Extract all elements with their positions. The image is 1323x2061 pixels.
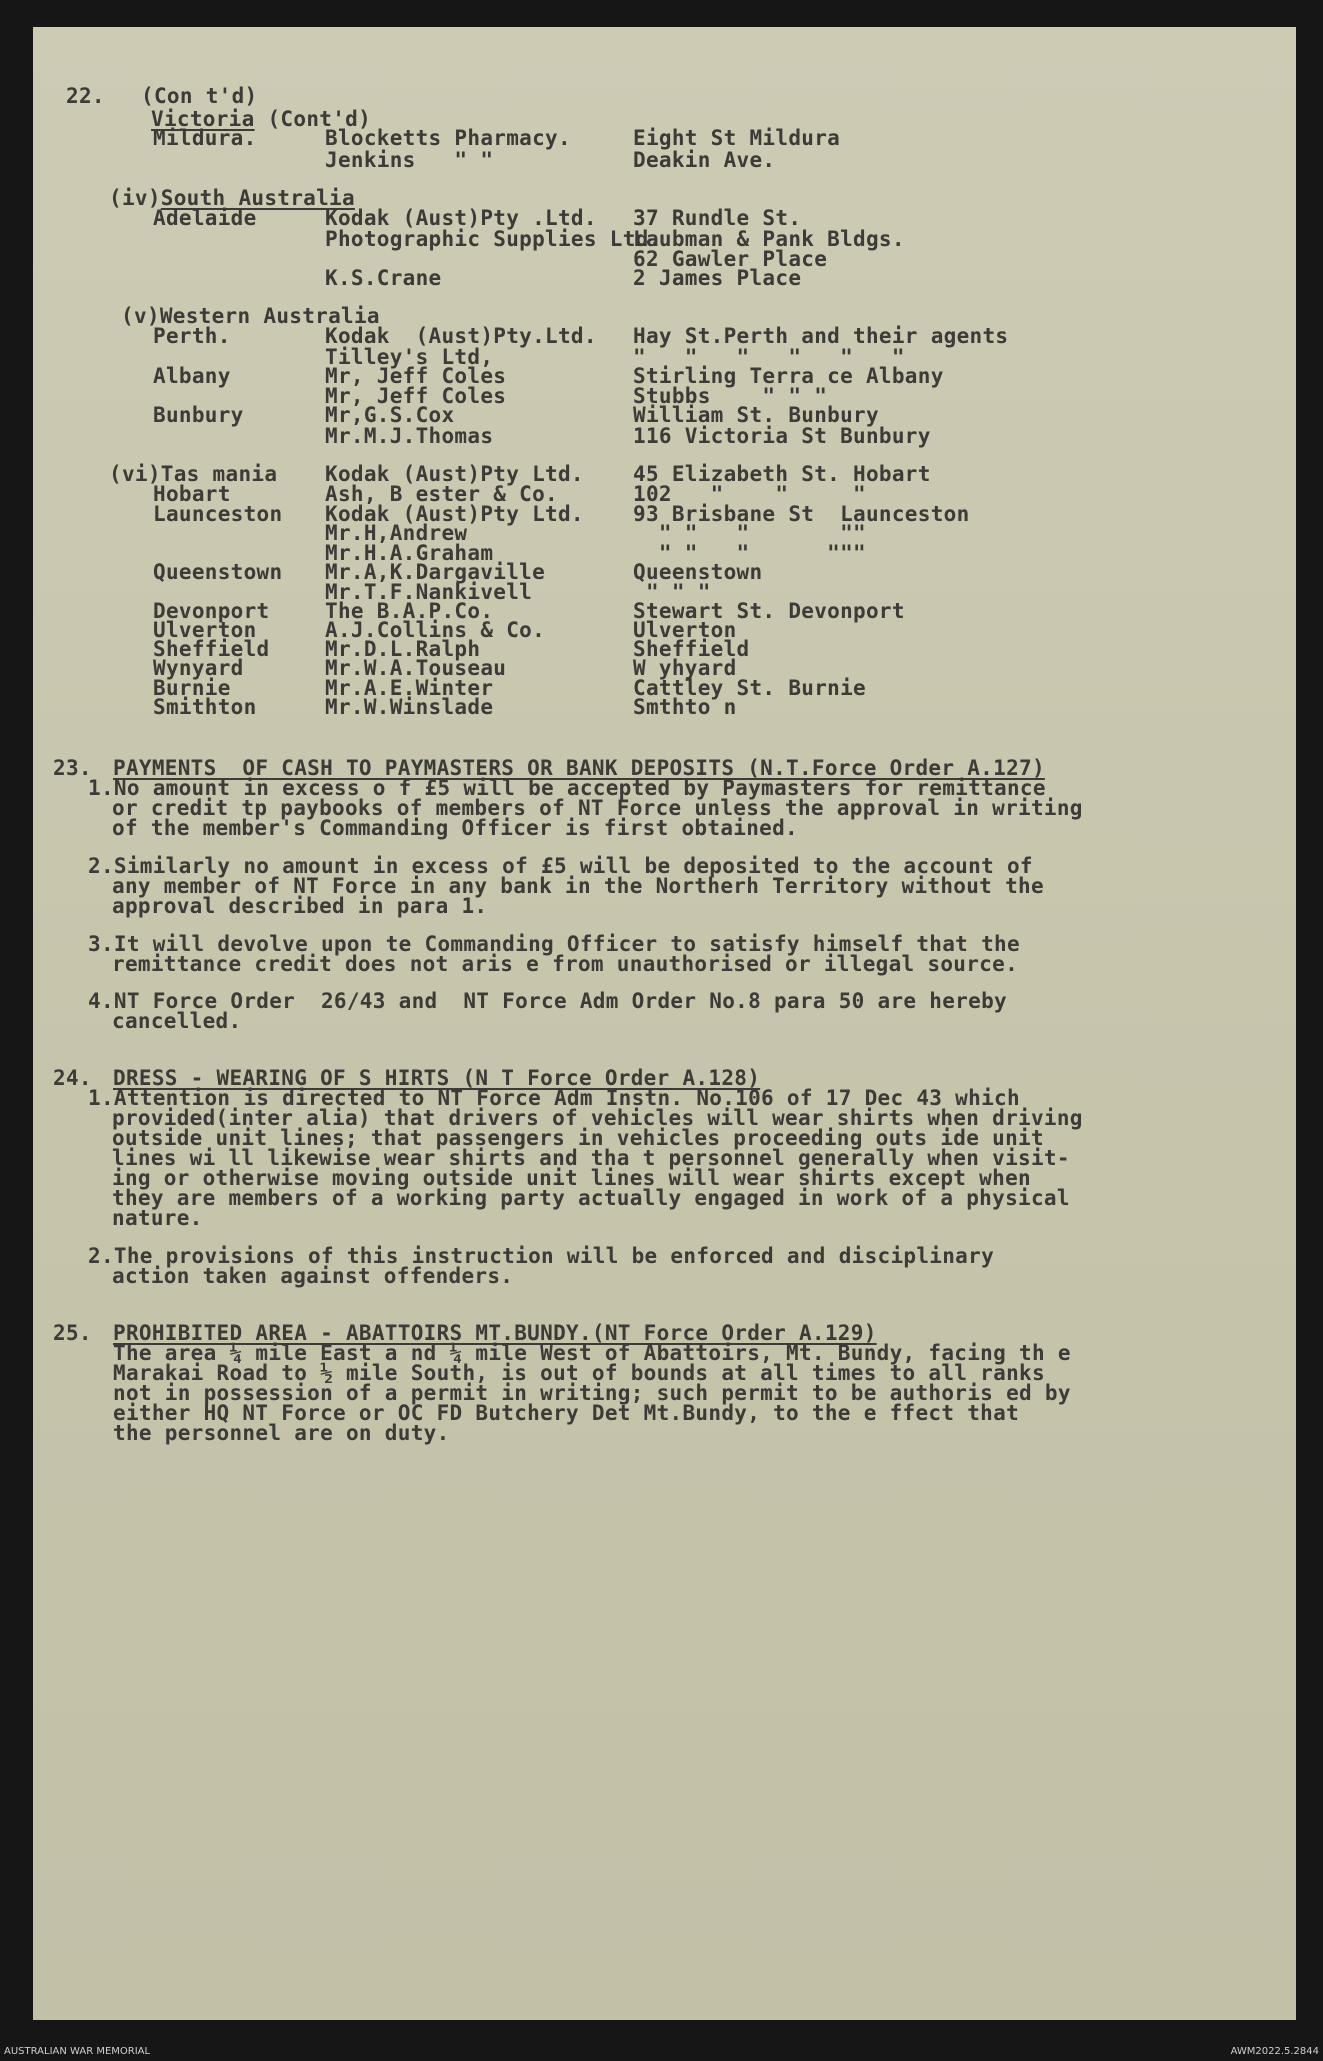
table-row-name: Ash, B ester & Co.: [325, 482, 558, 506]
section-24-para-1: 1.Attention is directed to NT Force Adm Instn. No.106 of 17 Dec 43 which: [88, 1086, 1020, 1110]
table-row-town: Perth.: [153, 324, 231, 348]
section-23-para-2: 2.Similarly no amount in excess of £5 will be deposited to the account of: [88, 854, 1033, 878]
table-row-name: K.S.Crane: [325, 266, 442, 290]
table-row-name: Mr.A,K.Dargaville: [325, 560, 546, 584]
table-row-town: Sheffield: [153, 637, 270, 661]
south-australia-heading: (iv)South Australia: [109, 186, 355, 210]
table-row-town: Smithton: [153, 695, 257, 719]
section-23-title: PAYMENTS OF CASH TO PAYMASTERS OR BANK DEPOSITS (N.T.Force Order A.127): [113, 756, 1045, 780]
section-23-para-1: 1.No amount in excess o f £5 will be accepted by Paymasters for remittance: [88, 776, 1046, 800]
section-25-title: PROHIBITED AREA - ABATTOIRS MT.BUNDY.(NT Force Order A.129): [113, 1321, 877, 1345]
section-23-para-4: 4.NT Force Order 26/43 and NT Force Adm Order No.8 para 50 are hereby: [88, 989, 1007, 1013]
section-24-title: DRESS - WEARING OF S HIRTS (N T Force Order A.128): [113, 1066, 761, 1090]
section-22-continued: (Con t'd): [141, 84, 258, 108]
section-24-para-2: 2.The provisions of this instruction will be enforced and disciplinary: [88, 1244, 995, 1268]
table-row-address: W yhyard: [633, 656, 737, 680]
section-25-para-line: not in possession of a permit in writing; such permit to be authoris ed by: [113, 1381, 1071, 1405]
section-24-para-1-line: outside unit lines; that passengers in vehicles proceeding outs ide unit: [112, 1126, 1044, 1150]
table-row-name: Mr.H,Andrew: [325, 521, 468, 545]
table-row-address: Stirling Terra ce Albany: [633, 364, 944, 388]
section-22-number: 22.: [66, 84, 105, 108]
table-row-town: Launceston: [153, 502, 283, 526]
table-row-address: 45 Elizabeth St. Hobart: [633, 462, 931, 486]
section-23-para-3: 3.It will devolve upon te Commanding Officer to satisfy himself that the: [88, 932, 1020, 956]
section-24-para-2-line: action taken against offenders.: [112, 1264, 514, 1288]
table-row-address: " " ": [633, 580, 711, 604]
table-row-address: Queenstown: [633, 560, 763, 584]
footer-institution: AUSTRALIAN WAR MEMORIAL: [4, 2046, 151, 2057]
section-23-para-3-line: remittance credit does not aris e from unauthorised or illegal source.: [112, 952, 1019, 976]
section-25-para-line: the personnel are on duty.: [113, 1421, 450, 1445]
section-24-para-1-line: they are members of a working party actually engaged in work of a physical: [112, 1186, 1070, 1210]
victoria-heading: Victoria (Cont'd): [151, 107, 372, 131]
footer-reference: AWM2022.5.2844: [1230, 2046, 1319, 2057]
table-row-address: Stewart St. Devonport: [633, 599, 905, 623]
section-24-para-1-line: provided(inter alia) that drivers of vehicles will wear shirts when driving: [112, 1106, 1083, 1130]
table-row-town: Wynyard: [153, 656, 244, 680]
section-25-para-line: Marakai Road to ½ mile South, is out of bounds at all times to all ranks: [113, 1361, 1045, 1385]
table-row-name: Blocketts Pharmacy.: [325, 126, 571, 150]
table-row-name: Mr.W.A.Touseau: [325, 656, 507, 680]
table-row-name: Kodak (Aust)Pty Ltd.: [325, 502, 584, 526]
table-row-name: Mr, Jeff Coles: [325, 364, 507, 388]
table-row-address: 116 Victoria St Bunbury: [633, 424, 931, 448]
table-row-town: Bunbury: [153, 403, 244, 427]
table-row-address: 2 James Place: [633, 266, 802, 290]
table-row-town: Ulverton: [153, 618, 257, 642]
table-row-name: Mr.H.A.Graham: [325, 541, 494, 565]
section-24-para-1-line: lines wi ll likewise wear shirts and tha t personnel generally when visit-: [112, 1146, 1070, 1170]
table-row-address: Eight St Mildura: [633, 126, 841, 150]
section-25-para: The area ¼ mile East a nd ¼ mile West of Abattoirs, Mt. Bundy, facing th e: [113, 1341, 1071, 1365]
section-23-para-2-line: any member of NT Force in any bank in the Northerh Territory without the: [112, 874, 1044, 898]
table-row-address: Stubbs " " ": [633, 384, 828, 408]
table-row-address: " " " "": [633, 521, 866, 545]
section-23-para-2-line: approval described in para 1.: [112, 894, 488, 918]
table-row-address: 37 Rundle St.: [633, 206, 802, 230]
table-row-name: Mr.D.L.Ralph: [325, 637, 481, 661]
table-row-name: The B.A.P.Co.: [325, 599, 494, 623]
western-australia-heading: (v)Western Australia: [121, 304, 380, 328]
table-row-address: William St. Bunbury: [633, 403, 879, 427]
table-row-town: Queenstown: [153, 560, 283, 584]
table-row-name: Mr,G.S.Cox: [325, 403, 455, 427]
table-row-address: " " " " " ": [633, 345, 905, 369]
table-row-address: Hay St.Perth and their agents: [633, 324, 1009, 348]
section-23-number: 23.: [53, 756, 92, 780]
section-24-number: 24.: [53, 1066, 92, 1090]
table-row-address: Ulverton: [633, 618, 737, 642]
table-row-town: Mildura.: [153, 126, 257, 150]
table-row-address: 102 " " ": [633, 482, 866, 506]
table-row-address: " " " """: [633, 541, 866, 565]
table-row-address: Smthto n: [633, 695, 737, 719]
table-row-name: Mr.W.Winslade: [325, 695, 494, 719]
table-row-town: Devonport: [153, 599, 270, 623]
table-row-town: Albany: [153, 364, 231, 388]
table-row-name: A.J.Collins & Co.: [325, 618, 546, 642]
table-row-name: Jenkins " ": [325, 148, 494, 172]
table-row-address: 62 Gawler Place: [633, 247, 828, 271]
table-row-name: Mr, Jeff Coles: [325, 384, 507, 408]
table-row-town: Hobart: [153, 482, 231, 506]
table-row-address: 93 Brisbane St Launceston: [633, 502, 970, 526]
table-row-address: Cattley St. Burnie: [633, 676, 866, 700]
table-row-town: Adelaide: [153, 206, 257, 230]
section-25-number: 25.: [53, 1321, 92, 1345]
section-23-para-1-line: or credit tp paybooks of members of NT Force unless the approval in writing: [112, 796, 1083, 820]
table-row-name: Kodak (Aust)Pty .Ltd.: [325, 206, 597, 230]
table-row-name: Mr.M.J.Thomas: [325, 424, 494, 448]
table-row-name: Tilley's Ltd,: [325, 345, 494, 369]
document-page: [33, 27, 1296, 2020]
table-row-address: Laubman & Pank Bldgs.: [633, 227, 905, 251]
section-25-para-line: either HQ NT Force or OC FD Butchery Det Mt.Bundy, to the e ffect that: [113, 1401, 1020, 1425]
table-row-name: Photographic Supplies Ltd.: [325, 227, 662, 251]
table-row-name: Mr.A.E.Winter: [325, 676, 494, 700]
table-row-address: Sheffield: [633, 637, 750, 661]
table-row-address: Deakin Ave.: [633, 148, 776, 172]
table-row-town: Burnie: [153, 676, 231, 700]
tasmania-heading: (vi)Tas mania: [109, 462, 278, 486]
table-row-name: Kodak (Aust)Pty Ltd.: [325, 462, 584, 486]
section-24-para-1-line: nature.: [112, 1206, 203, 1230]
table-row-name: Kodak (Aust)Pty.Ltd.: [325, 324, 597, 348]
table-row-name: Mr.T.F.Nankivell: [325, 580, 533, 604]
section-23-para-4-line: cancelled.: [112, 1009, 242, 1033]
section-24-para-1-line: ing or otherwise moving outside unit lines will wear shirts except when: [112, 1166, 1031, 1190]
section-23-para-1-line: of the member's Commanding Officer is first obtained.: [112, 816, 798, 840]
